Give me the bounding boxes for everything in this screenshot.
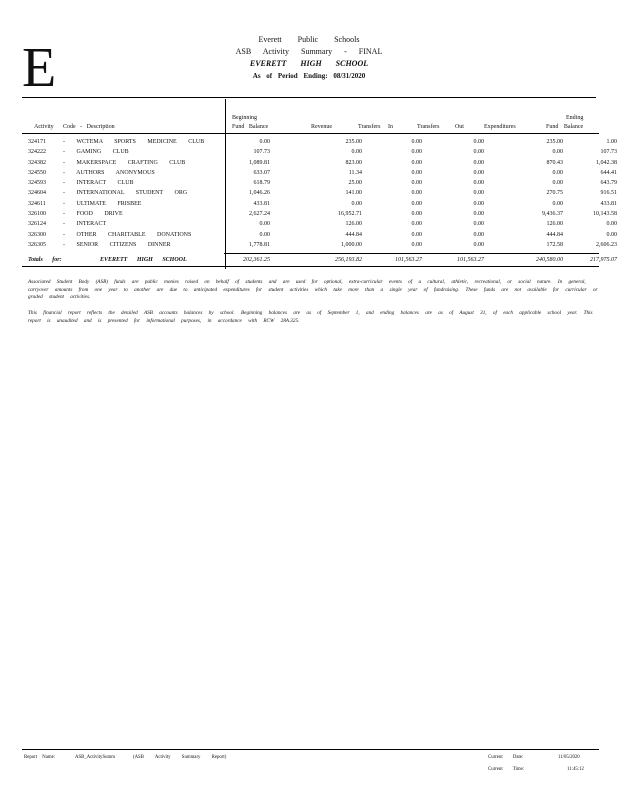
total-expenditures: 240,580.00: [536, 257, 563, 263]
row-beginning-balance: 618.79: [253, 180, 270, 187]
row-expenditures: 172.58: [546, 241, 563, 248]
row-activity-code: 324593: [28, 180, 46, 187]
row-beginning-balance: 107.73: [253, 149, 270, 156]
row-expenditures: 235.00: [546, 139, 563, 145]
row-revenue: 16,952.71: [338, 211, 362, 218]
row-expenditures: 126.00: [546, 221, 563, 228]
row-beginning-balance: 0.00: [259, 139, 270, 145]
activity-table: [28, 137, 617, 250]
row-beginning-balance: 1,778.81: [249, 241, 270, 248]
row-expenditures: 444.84: [546, 231, 563, 238]
district-logo: E: [22, 37, 57, 99]
row-revenue: 25.00: [348, 180, 362, 187]
footer-date-value: 11/05/2020: [558, 755, 580, 760]
row-revenue: 1,000.00: [341, 241, 362, 248]
table-row: [28, 188, 617, 198]
row-transfers-out: 0.00: [473, 200, 484, 207]
row-transfers-out: 0.00: [473, 190, 484, 197]
row-ending-balance: 643.79: [600, 180, 617, 187]
row-ending-balance: 916.51: [600, 190, 617, 197]
row-transfers-out: 0.00: [473, 211, 484, 218]
table-row: [28, 240, 617, 250]
row-transfers-out: 0.00: [473, 180, 484, 187]
row-transfers-in: 0.00: [411, 231, 422, 238]
table-row: [28, 137, 617, 147]
row-expenditures: 9,436.37: [542, 211, 563, 218]
col-expenditures: Expenditures: [484, 124, 516, 130]
footer-report-desc: (ASB Activity Summary Report): [133, 755, 227, 760]
table-row: [28, 209, 617, 219]
footer-time-label: Current Time:: [488, 767, 525, 772]
total-transfers-out: 101,563.27: [457, 257, 484, 263]
footer-report-name: ASB_ActivitySumm: [75, 755, 115, 760]
row-beginning-balance: 0.00: [259, 231, 270, 238]
row-beginning-balance: 1,089.81: [249, 159, 270, 166]
table-row: [28, 230, 617, 240]
row-transfers-in: 0.00: [411, 149, 422, 156]
row-ending-balance: 107.73: [600, 149, 617, 156]
footer-date-label: Current Date:: [488, 755, 524, 760]
totals-label: Totals for:: [28, 257, 62, 263]
row-transfers-out: 0.00: [473, 169, 484, 176]
table-row: [28, 199, 617, 209]
col-transfers-in: Transfers In: [358, 124, 393, 130]
table-row: [28, 158, 617, 168]
row-description: - INTERNATIONAL STUDENT ORG: [63, 190, 188, 197]
col-code-description: Code - Description: [63, 124, 115, 130]
row-expenditures: 0.00: [552, 180, 563, 187]
row-activity-code: 326100: [28, 211, 46, 218]
row-revenue: 444.84: [345, 231, 362, 238]
row-expenditures: 0.00: [552, 149, 563, 156]
row-activity-code: 324382: [28, 159, 46, 166]
row-ending-balance: 644.41: [600, 169, 617, 176]
row-transfers-out: 0.00: [473, 139, 484, 145]
row-beginning-balance: 1,046.26: [249, 190, 270, 197]
row-transfers-in: 0.00: [411, 159, 422, 166]
row-revenue: 823.00: [345, 159, 362, 166]
row-ending-balance: 10,143.58: [593, 211, 617, 218]
row-description: - SENIOR CITIZENS DINNER: [63, 241, 171, 248]
total-transfers-in: 101,563.27: [395, 257, 422, 263]
row-transfers-out: 0.00: [473, 241, 484, 248]
row-transfers-out: 0.00: [473, 149, 484, 156]
row-activity-code: 326300: [28, 231, 46, 238]
row-description: - AUTHORS ANONYMOUS: [63, 169, 155, 176]
row-transfers-in: 0.00: [411, 221, 422, 228]
row-revenue: 0.00: [351, 200, 362, 207]
row-transfers-in: 0.00: [411, 180, 422, 187]
row-revenue: 141.00: [345, 190, 362, 197]
row-description: - OTHER CHARITABLE DONATIONS: [63, 231, 192, 238]
totals-row: [28, 255, 617, 265]
col-ending-1: Ending: [566, 115, 584, 121]
row-beginning-balance: 0.00: [259, 221, 270, 228]
row-description: - FOOD DRIVE: [63, 211, 123, 218]
totals-rule: [224, 253, 599, 254]
row-transfers-in: 0.00: [411, 169, 422, 176]
row-revenue: 235.00: [345, 139, 362, 145]
row-expenditures: 0.00: [552, 169, 563, 176]
total-beginning: 202,361.25: [243, 257, 270, 263]
row-transfers-out: 0.00: [473, 221, 484, 228]
row-ending-balance: 0.00: [606, 231, 617, 238]
row-revenue: 126.00: [345, 221, 362, 228]
totals-school: EVERETT HIGH SCHOOL: [100, 257, 187, 263]
row-expenditures: 0.00: [552, 200, 563, 207]
period-ending: As of Period Ending: 08/31/2020: [252, 72, 366, 80]
row-transfers-out: 0.00: [473, 159, 484, 166]
row-activity-code: 324222: [28, 149, 46, 156]
row-activity-code: 326305: [28, 241, 46, 248]
table-row: [28, 168, 617, 178]
row-ending-balance: 0.00: [606, 221, 617, 228]
school-name: EVERETT HIGH SCHOOL: [249, 59, 369, 68]
table-row: [28, 178, 617, 188]
row-ending-balance: 433.81: [600, 200, 617, 207]
row-transfers-in: 0.00: [411, 241, 422, 248]
col-transfers-out: Transfers Out: [417, 124, 464, 130]
row-activity-code: 324604: [28, 190, 46, 197]
note-asb-funds: Associated Student Body (ASB) funds are public monies raised on behalf of students and are used for optional, extra-curricular events of a cultural, athletic, recreational, or social nature. In general, carryover amounts from one year to another are due to anticipated expenditures for student activities which take more than a single year of fundraising. These funds are not available for curricular or graded student activities.: [28, 279, 598, 300]
header-divider: [22, 97, 596, 98]
table-bottom-rule: [22, 266, 599, 267]
row-beginning-balance: 433.81: [253, 200, 270, 207]
row-transfers-in: 0.00: [411, 200, 422, 207]
col-revenue: Revenue: [311, 124, 332, 130]
row-expenditures: 270.75: [546, 190, 563, 197]
col-activity: Activity: [34, 124, 54, 130]
table-row: [28, 147, 617, 157]
row-beginning-balance: 2,627.24: [249, 211, 270, 218]
total-ending: 217,975.07: [590, 257, 617, 263]
column-header-rule: [22, 133, 599, 134]
row-revenue: 0.00: [351, 149, 362, 156]
row-description: - GAMING CLUB: [63, 149, 129, 156]
col-ending-2: Fund Balance: [546, 124, 584, 130]
district-name: Everett Public Schools: [258, 35, 360, 44]
report-title: ASB Activity Summary - FINAL: [235, 47, 383, 56]
row-description: - ULTIMATE FRISBEE: [63, 200, 142, 207]
row-description: - WCTEMA SPORTS MEDICINE CLUB: [63, 139, 205, 145]
row-beginning-balance: 633.07: [253, 169, 270, 176]
row-transfers-in: 0.00: [411, 139, 422, 145]
footer-time-value: 11:45:12: [567, 767, 584, 772]
row-ending-balance: 1,042.38: [596, 159, 617, 166]
note-report-basis: This financial report reflects the detailed ASB accounts balances by school. Beginning balances are as of September 1, and ending balances are as of August 31, of each applicable school year. This report is unaudited and is presented for informational purposes, in accordance with RCW 28A.325.: [28, 310, 593, 324]
row-transfers-out: 0.00: [473, 231, 484, 238]
row-ending-balance: 2,606.23: [596, 241, 617, 248]
row-description: - MAKERSPACE CRAFTING CLUB: [63, 159, 186, 166]
row-activity-code: 324611: [28, 200, 46, 207]
row-description: - INTERACT: [63, 221, 107, 228]
total-revenue: 256,193.82: [335, 257, 362, 263]
row-activity-code: 324550: [28, 169, 46, 176]
row-transfers-in: 0.00: [411, 190, 422, 197]
row-expenditures: 870.43: [546, 159, 563, 166]
col-beginning-2: Fund Balance: [232, 124, 269, 130]
row-activity-code: 326124: [28, 221, 46, 228]
row-description: - INTERACT CLUB: [63, 180, 134, 187]
row-ending-balance: 1.00: [606, 139, 617, 145]
row-activity-code: 324171: [28, 139, 46, 145]
footer-rule: [22, 749, 599, 750]
footer-report-label: Report Name:: [24, 755, 56, 760]
table-row: [28, 219, 617, 229]
row-transfers-in: 0.00: [411, 211, 422, 218]
report-header: [0, 34, 618, 82]
row-revenue: 11.34: [348, 169, 362, 176]
col-beginning-1: Beginning: [232, 115, 257, 121]
